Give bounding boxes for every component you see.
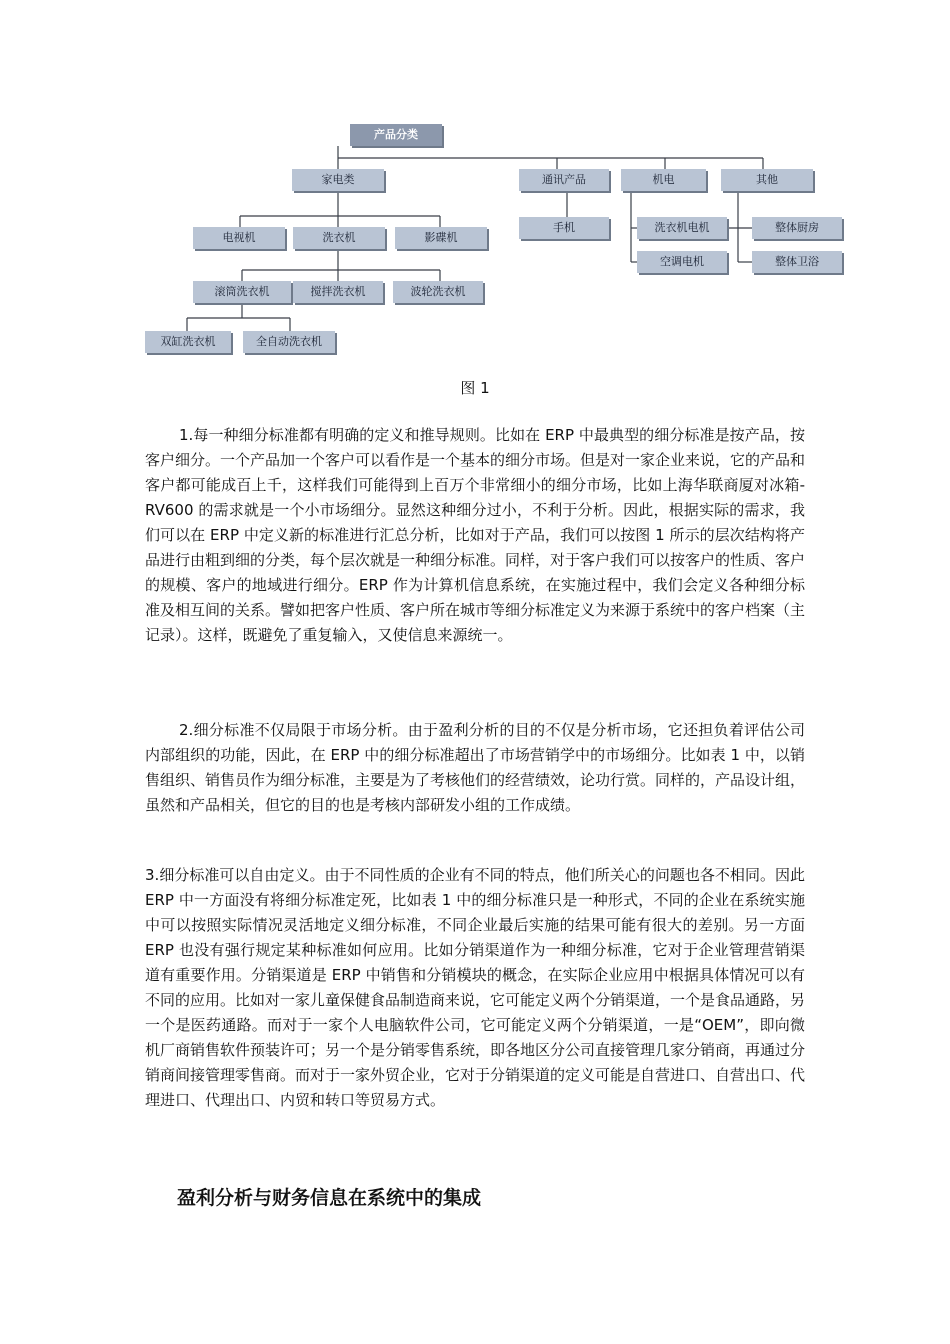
node-product-category: 产品分类	[350, 124, 442, 146]
node-vcd-player: 影碟机	[395, 227, 487, 249]
node-mobile-phone: 手机	[519, 217, 609, 239]
node-automatic-washer: 全自动洗衣机	[243, 331, 335, 353]
node-tv: 电视机	[193, 227, 285, 249]
paragraph-1: 1.每一种细分标准都有明确的定义和推导规则。比如在 ERP 中最典型的细分标准是按产品，按客户细分。一个产品加一个客户可以看作是一个基本的细分市场。但是对一家企业来说，它的产品和客户都可能成百上千，这样我们可能得到上百万个非常细小的细分市场，比如上海华联商厦对冰箱-RV600 的需求就是一个小市场细分。显然这种细分过小，不利于分析。因此，根据实际的需求，我们可以在 ERP 中定义新的标准进行汇总分析，比如对于产品，我们可以按图 1 所示的层次结构将产品进行由粗到细的分类，每个层次就是一种细分标准。同样，对于客户我们可以按客户的性质、客户的规模、客户的地域进行细分。ERP 作为计算机信息系统，在实施过程中，我们会定义各种细分标准及相互间的关系。譬如把客户性质、客户所在城市等细分标准定义为来源于系统中的客户档案（主记录）。这样，既避免了重复输入，又使信息来源统一。	[145, 426, 806, 644]
node-ac-motor: 空调电机	[637, 251, 727, 273]
figure-caption: 图 1	[460, 379, 490, 397]
node-appliances: 家电类	[292, 169, 384, 191]
node-agitator-washer: 搅拌洗衣机	[293, 281, 383, 303]
section-heading: 盈利分析与财务信息在系统中的集成	[177, 1187, 482, 1209]
product-classification-diagram	[140, 118, 850, 358]
node-electromechanical: 机电	[621, 169, 706, 191]
node-washer-motor: 洗衣机电机	[637, 217, 727, 239]
node-integrated-bathroom: 整体卫浴	[752, 251, 842, 273]
node-pulsator-washer: 波轮洗衣机	[393, 281, 483, 303]
paragraph-2: 2.细分标准不仅局限于市场分析。由于盈利分析的目的不仅是分析市场，它还担负着评估公司内部组织的功能，因此，在 ERP 中的细分标准超出了市场营销学中的市场细分。比如表 1 中，以销售组织、销售员作为细分标准，主要是为了考核他们的经营绩效，论功行赏。同样的，产品设计组，虽然和产品相关，但它的目的也是考核内部研发小组的工作成绩。	[145, 721, 806, 814]
node-twin-tub-washer: 双缸洗衣机	[145, 331, 231, 353]
node-drum-washer: 滚筒洗衣机	[193, 281, 291, 303]
node-integrated-kitchen: 整体厨房	[752, 217, 842, 239]
node-other: 其他	[721, 169, 813, 191]
paragraph-3: 3.细分标准可以自由定义。由于不同性质的企业有不同的特点，他们所关心的问题也各不相同。因此 ERP 中一方面没有将细分标准定死，比如表 1 中的细分标准只是一种形式，不同的企业在系统实施中可以按照实际情况灵活地定义细分标准，不同企业最后实施的结果可能有很大的差别。另一方面 ERP 也没有强行规定某种标准如何应用。比如分销渠道作为一种细分标准，它对于企业管理营销渠道有重要作用。分销渠道是 ERP 中销售和分销模块的概念，在实际企业应用中根据具体情况可以有不同的应用。比如对一家儿童保健食品制造商来说，它可能定义两个分销渠道，一个是食品通路，另一个是医药通路。而对于一家个人电脑软件公司，它可能定义两个分销渠道，一是“OEM”，即向微机厂商销售软件预装许可；另一个是分销零售系统，即各地区分公司直接管理几家分销商，再通过分销商间接管理零售商。而对于一家外贸企业，它对于分销渠道的定义可能是自营进口、自营出口、代理进口、代理出口、内贸和转口等贸易方式。	[145, 866, 806, 1109]
node-washing-machine: 洗衣机	[293, 227, 385, 249]
node-communication-products: 通讯产品	[519, 169, 609, 191]
